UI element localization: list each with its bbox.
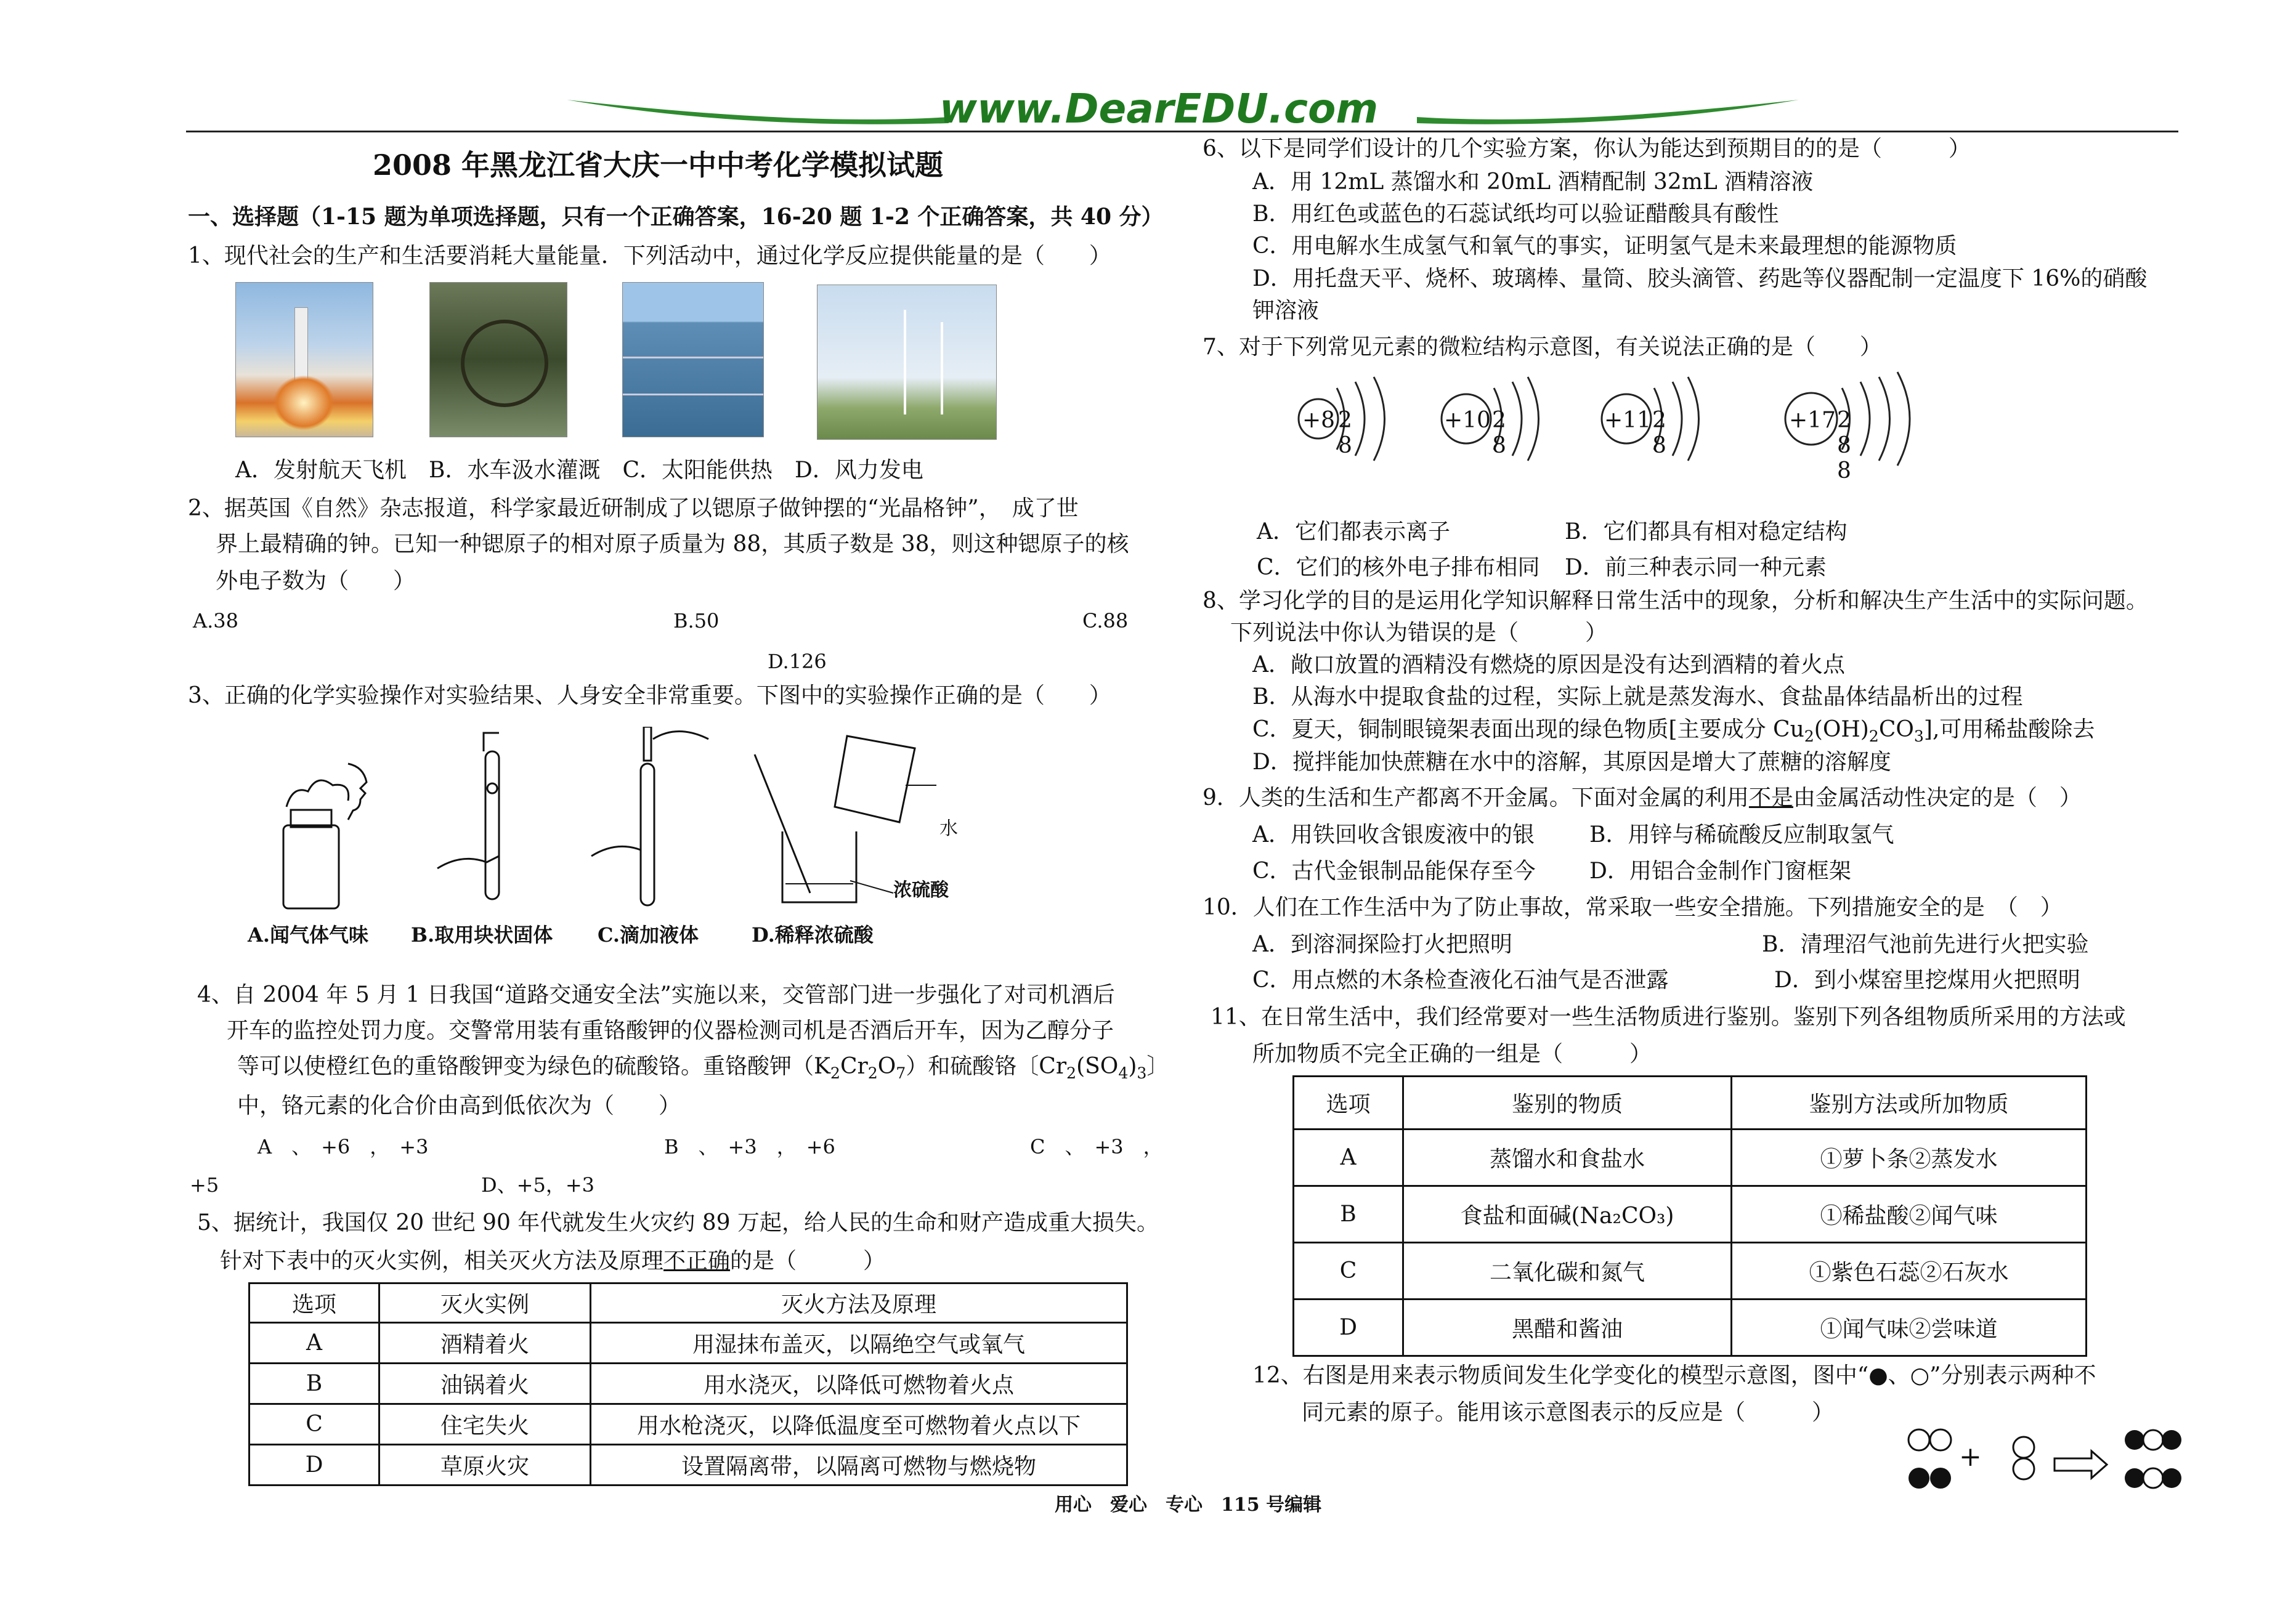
product-molecules	[2125, 1430, 2181, 1488]
table-cell: 用水浇灭，以降低可燃物着火点	[591, 1364, 1127, 1404]
table-cell: A	[249, 1323, 379, 1364]
q5-line2-text: 的是（ ）	[730, 1248, 886, 1274]
q6-option-a: A．用 12mL 蒸馏水和 20mL 酒精配制 32mL 酒精溶液	[1252, 169, 1814, 195]
sub: 2	[1868, 727, 1879, 746]
table-cell: ①闻气味②尝味道	[1732, 1300, 2087, 1356]
q3-caption-b: B.取用块状固体	[411, 923, 553, 947]
table-row	[249, 1445, 1127, 1486]
solar-panels-photo	[622, 282, 764, 437]
q8-c-text: ],可用稀盐酸除去	[1923, 717, 2095, 742]
reaction-arrow	[2055, 1451, 2107, 1478]
table-cell: A	[1294, 1130, 1403, 1186]
q4-option-d: D、+5，+3	[481, 1173, 595, 1197]
table-cell: C	[1294, 1243, 1403, 1300]
table-cell: B	[1294, 1186, 1403, 1243]
q5-table	[248, 1282, 1128, 1486]
q2-line3: 外电子数为（ ）	[216, 568, 416, 594]
q3-caption-d: D.稀释浓硫酸	[752, 923, 874, 947]
q2-line2: 界上最精确的钟。已知一种锶原子的相对原子质量为 88，其质子数是 38，则这种锶原子的核	[216, 532, 1129, 557]
table-cell: ①稀盐酸②闻气味	[1732, 1186, 2087, 1243]
nucleus-label: +8	[1302, 408, 1336, 433]
q5-line1: 5、据统计，我国仅 20 世纪 90 年代就发生火灾约 89 万起，给人民的生命和财产造成重大损失。	[197, 1210, 1159, 1235]
table-row	[1294, 1300, 2087, 1356]
q9-option-c: C．古代金银制品能保存至今	[1252, 859, 1536, 884]
table-cell: 酒精着火	[379, 1323, 591, 1364]
nucleus-label: +11	[1604, 408, 1651, 433]
table-cell: 草原火灾	[379, 1445, 591, 1486]
q12-line1: 12、右图是用来表示物质间发生化学变化的模型示意图，图中“●、○”分别表示两种不	[1252, 1363, 2096, 1388]
plus-sign: +	[1959, 1441, 1982, 1473]
table-cell: 用湿抹布盖灭，以隔绝空气或氧气	[591, 1323, 1127, 1364]
take-solid-drawing	[437, 733, 499, 899]
q9-stem	[1203, 782, 2082, 814]
sub: 7	[896, 1064, 906, 1083]
table-row	[1294, 1186, 2087, 1243]
q4-line3-text: ）和硫酸铬〔Cr	[906, 1054, 1067, 1079]
table-cell: 蒸馏水和食盐水	[1403, 1130, 1732, 1186]
sub: 2	[1066, 1064, 1077, 1083]
sub: 2	[1804, 727, 1814, 746]
q10-option-a: A．到溶洞探险打火把照明	[1252, 932, 1512, 957]
shuttle-launch-photo	[235, 282, 373, 437]
q4-line3	[237, 1051, 1169, 1089]
q6-option-c: C．用电解水生成氢气和氧气的事实，证明氢气是未来最理想的能源物质	[1252, 233, 1957, 259]
table-cell: D	[249, 1445, 379, 1486]
q5-underline-text: 不正确	[663, 1248, 731, 1274]
sub: 4	[1118, 1064, 1129, 1083]
q1-stem: 1、现代社会的生产和生活要消耗大量能量．下列活动中，通过化学反应提供能量的是（ ）	[188, 243, 1111, 269]
q2-option-b: B.50	[673, 609, 720, 633]
table-header: 灭火方法及原理	[591, 1283, 1127, 1323]
q8-option-a: A．敞口放置的酒精没有燃烧的原因是没有达到酒精的着火点	[1252, 652, 1845, 677]
q4-option-b: B 、 +3 ， +6	[664, 1135, 835, 1158]
add-liquid-drawing	[591, 727, 708, 905]
q9-option-a: A．用铁回收含银废液中的银	[1252, 822, 1535, 847]
q9-text: 由金属活动性决定的是（ ）	[1793, 785, 2082, 810]
table-cell: 设置隔离带，以隔离可燃物与燃烧物	[591, 1445, 1127, 1486]
q9-option-b: B．用锌与稀硫酸反应制取氢气	[1589, 822, 1894, 847]
q3-caption-a: A.闻气体气味	[248, 923, 368, 947]
q4-line3-text: 等可以使橙红色的重铬酸钾变为绿色的硫酸铬。重铬酸钾（K	[237, 1054, 830, 1079]
table-cell: 油锅着火	[379, 1364, 591, 1404]
table-cell: 食盐和面碱(Na₂CO₃)	[1403, 1186, 1732, 1243]
reactant-molecule-2	[2013, 1437, 2034, 1479]
q8-c-text: CO	[1878, 717, 1914, 742]
electron-count: 2 8	[1652, 408, 1666, 458]
q8-option-b: B．从海水中提取食盐的过程，实际上就是蒸发海水、食盐晶体结晶析出的过程	[1252, 684, 2023, 709]
q4-line3-text: O	[877, 1054, 896, 1079]
section-heading: 一、选择题（1-15 题为单项选择题，只有一个正确答案，16-20 题 1-2 个正确答案，共 40 分）	[188, 204, 1164, 230]
table-header: 鉴别方法或所加物质	[1732, 1077, 2087, 1130]
atom-diagrams	[1281, 363, 1910, 483]
sub: 2	[867, 1064, 878, 1083]
q2-option-a: A.38	[193, 609, 238, 633]
q9-option-d: D．用铝合金制作门窗框架	[1589, 859, 1851, 884]
q2-option-d: D.126	[768, 650, 827, 673]
q7-option-c: C．它们的核外电子排布相同	[1257, 555, 1540, 580]
sub: 2	[830, 1064, 840, 1083]
q6-stem: 6、以下是同学们设计的几个实验方案，你认为能达到预期目的的是（ ）	[1203, 136, 1971, 161]
table-header: 灭火实例	[379, 1283, 591, 1323]
table-row	[249, 1323, 1127, 1364]
electron-count: 2 8	[1492, 408, 1506, 458]
q4-line3-text: Cr	[840, 1054, 868, 1079]
table-cell: 二氧化碳和氮气	[1403, 1243, 1732, 1300]
q2-line1: 2、据英国《自然》杂志报道，科学家最近研制成了以锶原子做钟摆的“光晶格钟”， 成了世	[188, 496, 1079, 521]
waterwheel-photo	[429, 282, 567, 437]
q11-line1: 11、在日常生活中，我们经常要对一些生活物质进行鉴别。鉴别下列各组物质所采用的方法或	[1211, 1005, 2126, 1030]
label-conc-acid: 浓硫酸	[893, 879, 949, 901]
electron-count: 2 8 8	[1837, 408, 1851, 483]
q8-line2: 下列说法中你认为错误的是（ ）	[1230, 620, 1608, 645]
q4-line2: 开车的监控处罚力度。交警常用装有重铬酸钾的仪器检测司机是否酒后开车，因为乙醇分子	[227, 1018, 1114, 1043]
q6-option-d-cont: 钾溶液	[1252, 298, 1320, 323]
table-row	[1294, 1130, 2087, 1186]
q7-option-a: A．它们都表示离子	[1257, 519, 1450, 544]
q7-option-b: B．它们都具有相对稳定结构	[1565, 519, 1848, 544]
q3-caption-c: C.滴加液体	[598, 923, 699, 947]
page-title: 2008 年黑龙江省大庆一中中考化学模拟试题	[373, 148, 944, 182]
q10-option-b: B．清理沼气池前先进行火把实验	[1762, 932, 2089, 957]
table-cell: 黑醋和酱油	[1403, 1300, 1732, 1356]
label-water: 水	[939, 818, 958, 839]
q5-line2-text: 针对下表中的灭火实例，相关灭火方法及原理	[220, 1248, 664, 1274]
table-header: 鉴别的物质	[1403, 1077, 1732, 1130]
q9-underline-text: 不是	[1748, 785, 1793, 810]
lab-operations-figure	[240, 727, 980, 924]
q4-line1: 4、自 2004 年 5 月 1 日我国“道路交通安全法”实施以来，交管部门进一步强化了对司机酒后	[197, 982, 1115, 1008]
table-row	[249, 1404, 1127, 1445]
electron-count: 2 8	[1338, 408, 1352, 458]
nucleus-label: +17	[1789, 408, 1836, 433]
q1-options: A．发射航天飞机 B．水车汲水灌溉 C．太阳能供热 D．风力发电	[235, 458, 923, 483]
q11-line2: 所加物质不完全正确的一组是（ ）	[1252, 1041, 1652, 1067]
q4-line3-text: )	[1128, 1054, 1137, 1079]
site-logo: www.DearEDU.com	[939, 85, 1379, 132]
q9-text: 9．人类的生活和生产都离不开金属。下面对金属的利用	[1203, 785, 1749, 810]
table-cell: B	[249, 1364, 379, 1404]
q8-c-text: (OH)	[1814, 717, 1869, 742]
table-row	[1294, 1243, 2087, 1300]
nucleus-label: +10	[1444, 408, 1491, 433]
q4-option-c-cont: +5	[190, 1173, 219, 1197]
reactant-molecule-1	[1909, 1429, 1951, 1489]
q8-option-d: D．搅拌能加快蔗糖在水中的溶解，其原因是增大了蔗糖的溶解度	[1252, 750, 1891, 775]
q10-stem: 10．人们在工作生活中为了防止事故，常采取一些安全措施。下列措施安全的是 （ ）	[1203, 895, 2063, 920]
q4-line4: 中，铬元素的化合价由高到低依次为（ ）	[237, 1093, 681, 1118]
q8-c-text: C．夏天，铜制眼镜架表面出现的绿色物质[主要成分 Cu	[1252, 717, 1804, 742]
q7-stem: 7、对于下列常见元素的微粒结构示意图，有关说法正确的是（ ）	[1203, 334, 1882, 360]
q12-line2: 同元素的原子。能用该示意图表示的反应是（ ）	[1302, 1400, 1835, 1425]
table-cell: C	[249, 1404, 379, 1445]
table-cell: D	[1294, 1300, 1403, 1356]
sub: 3	[1137, 1064, 1147, 1083]
page-footer: 用心 爱心 专心 115 号编辑	[1055, 1494, 1322, 1516]
table-header: 选项	[1294, 1077, 1403, 1130]
q4-option-c: C 、 +3 ，	[1030, 1135, 1163, 1158]
table-header: 选项	[249, 1283, 379, 1323]
q7-option-d: D．前三种表示同一种元素	[1565, 555, 1827, 580]
q6-option-b: B．用红色或蓝色的石蕊试纸均可以验证醋酸具有酸性	[1252, 201, 1779, 227]
q10-option-c: C．用点燃的木条检查液化石油气是否泄露	[1252, 968, 1669, 993]
q4-line3-text: 〕	[1146, 1054, 1169, 1079]
q11-table	[1292, 1075, 2087, 1357]
q3-stem: 3、正确的化学实验操作对实验结果、人身安全非常重要。下图中的实验操作正确的是（ ）	[188, 683, 1111, 708]
q6-option-d: D．用托盘天平、烧杯、玻璃棒、量筒、胶头滴管、药匙等仪器配制一定温度下 16%的硝酸	[1252, 266, 2148, 291]
q4-line3-text: (SO	[1076, 1054, 1119, 1079]
q2-option-c: C.88	[1082, 609, 1129, 633]
q4-option-a: A 、 +6 ， +3	[258, 1135, 429, 1158]
reaction-model-diagram	[1894, 1423, 2190, 1503]
q10-option-d: D．到小煤窑里挖煤用火把照明	[1774, 968, 2080, 993]
table-cell: ①萝卜条②蒸发水	[1732, 1130, 2087, 1186]
q5-line2	[220, 1245, 885, 1277]
sub: 3	[1913, 727, 1924, 746]
table-cell: 住宅失火	[379, 1404, 591, 1445]
table-row	[249, 1364, 1127, 1404]
table-cell: 用水枪浇灭，以降低温度至可燃物着火点以下	[591, 1404, 1127, 1445]
wind-turbines-photo	[817, 285, 997, 440]
smell-gas-drawing	[283, 764, 367, 908]
q8-line1: 8、学习化学的目的是运用化学知识解释日常生活中的现象，分析和解决生产生活中的实际问题。	[1203, 588, 2148, 613]
table-cell: ①紫色石蕊②石灰水	[1732, 1243, 2087, 1300]
